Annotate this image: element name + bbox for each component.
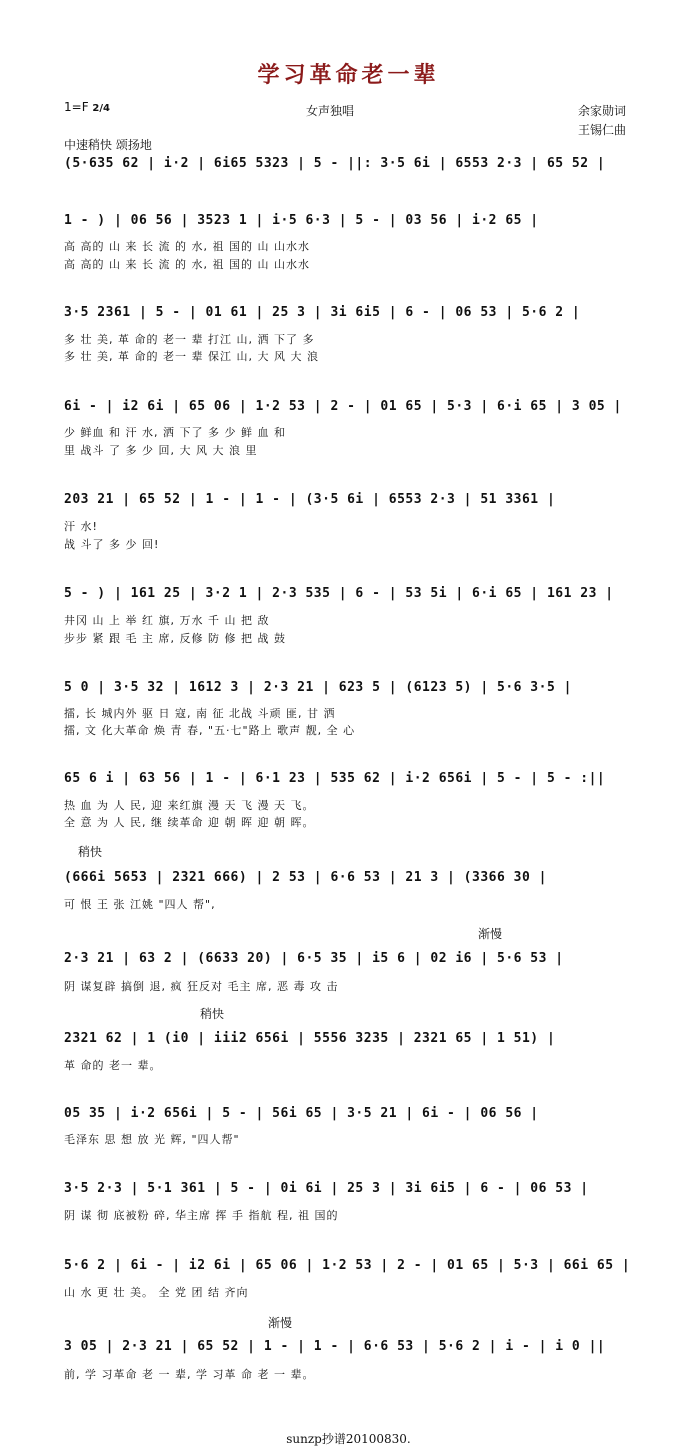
lyric-line: 山 水 更 壮 美。 全 党 团 结 齐向 [64,1286,249,1299]
notation-line: 05 35 | i·2 656i | 5 - | 56i 65 | 3·5 21 | 6i - | 06 56 | [64,1106,539,1121]
notation-line: 6i - | i2 6i | 65 06 | 1·2 53 | 2 - | 01 65 | 5·3 | 6·i 65 | 3 05 | [64,399,622,414]
lyric-line: 里 战斗 了 多 少 回, 大 风 大 浪 里 [64,444,258,457]
lyric-line: 战 斗了 多 少 回! [64,538,160,551]
notation-line: 5·6 2 | 6i - | i2 6i | 65 06 | 1·2 53 | 2 - | 01 65 | 5·3 | 66i 65 | [64,1258,630,1273]
lyric-line: 少 鲜血 和 汗 水, 洒 下了 多 少 鲜 血 和 [64,426,286,439]
tempo-marking: 中速稍快 颂扬地 [64,138,152,152]
notation-line: 1 - ) | 06 56 | 3523 1 | i·5 6·3 | 5 - | 03 56 | i·2 65 | [64,213,539,228]
notation-line: 3 05 | 2·3 21 | 65 52 | 1 - | 1 - | 6·6 53 | 5·6 2 | i - | i 0 || [64,1339,606,1354]
tempo-mark: 稍快 [200,1007,225,1021]
time-signature: 2/4 [92,103,110,114]
lyric-line: 汗 水! [64,520,98,533]
notation-line: 65 6 i | 63 56 | 1 - | 6·1 23 | 535 62 | i·2 656i | 5 - | 5 - :|| [64,771,606,786]
notation-line: 5 - ) | 161 25 | 3·2 1 | 2·3 535 | 6 - | 53 5i | 6·i 65 | 161 23 | [64,586,614,601]
notation-line: 2321 62 | 1 (i0 | iii2 656i | 5556 3235 | 2321 65 | 1 51) | [64,1031,556,1046]
lyric-line: 步步 紧 跟 毛 主 席, 反修 防 修 把 战 鼓 [64,632,286,645]
notation-line: (5·635 62 | i·2 | 6i65 5323 | 5 - ||: 3·5 6i | 6553 2·3 | 65 52 | [64,156,606,171]
key-signature [64,100,110,114]
notation-line: 203 21 | 65 52 | 1 - | 1 - | (3·5 6i | 6553 2·3 | 51 3361 | [64,492,556,507]
lyric-line: 井冈 山 上 举 红 旗, 万水 千 山 把 敌 [64,614,270,627]
lyric-line: 革 命的 老一 辈。 [64,1059,162,1072]
lyric-line: 全 意 为 人 民, 继 续革命 迎 朝 晖 迎 朝 晖。 [64,816,315,829]
copyist-note: sunzp抄谱20100830. [286,1432,411,1446]
lyric-line: 多 壮 美, 革 命的 老一 辈 保江 山, 大 风 大 浪 [64,350,319,363]
lyric-line: 可 恨 王 张 江姚 "四人 帮", [64,898,216,911]
song-title: 学习革命老一辈 [257,62,440,88]
tempo-mark: 稍快 [78,845,103,859]
lyric-line: 高 高的 山 来 长 流 的 水, 祖 国的 山 山水水 [64,258,310,271]
lyric-line: 擂, 长 城内外 驱 日 寇, 南 征 北战 斗顽 匪, 甘 洒 [64,707,336,720]
lyric-line: 前, 学 习革命 老 一 辈, 学 习革 命 老 一 辈。 [64,1368,315,1381]
performance-type: 女声独唱 [306,104,355,118]
key-label: 1=F [64,100,89,114]
notation-line: 3·5 2·3 | 5·1 361 | 5 - | 0i 6i | 25 3 | 3i 6i5 | 6 - | 06 53 | [64,1181,589,1196]
tempo-mark: 渐慢 [478,927,503,941]
notation-line: (666i 5653 | 2321 666) | 2 53 | 6·6 53 | 21 3 | (3366 30 | [64,870,547,885]
tempo-mark: 渐慢 [268,1316,293,1330]
lyric-line: 阴 谋 彻 底被粉 碎, 华主席 挥 手 指航 程, 祖 国的 [64,1209,339,1222]
notation-line: 5 0 | 3·5 32 | 1612 3 | 2·3 21 | 623 5 | (6123 5) | 5·6 3·5 | [64,680,572,695]
lyric-line: 多 壮 美, 革 命的 老一 辈 打江 山, 洒 下了 多 [64,333,315,346]
lyric-line: 热 血 为 人 民, 迎 来红旗 漫 天 飞 漫 天 飞。 [64,799,315,812]
notation-line: 2·3 21 | 63 2 | (6633 20) | 6·5 35 | i5 6 | 02 i6 | 5·6 53 | [64,951,564,966]
lyric-line: 阴 谋复辟 搞倒 退, 疯 狂反对 毛主 席, 恶 毒 攻 击 [64,980,339,993]
lyric-line: 擂, 文 化大革命 焕 青 春, "五·七"路上 歌声 靓, 全 心 [64,724,356,737]
lyric-line: 毛泽东 思 想 放 光 辉, "四人帮" [64,1133,240,1146]
lyricist-credit: 余家勋词 [578,104,627,118]
composer-credit: 王锡仁曲 [578,123,627,137]
notation-line: 3·5 2361 | 5 - | 01 61 | 25 3 | 3i 6i5 | 6 - | 06 53 | 5·6 2 | [64,305,581,320]
lyric-line: 高 高的 山 来 长 流 的 水, 祖 国的 山 山水水 [64,240,310,253]
